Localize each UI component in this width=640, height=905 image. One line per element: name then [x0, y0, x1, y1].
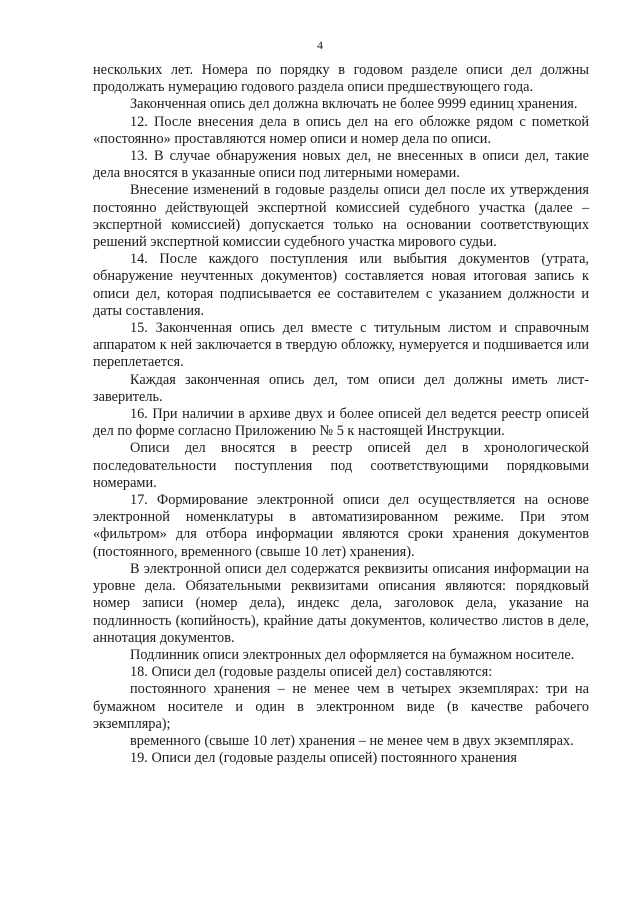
paragraph: В электронной описи дел содержатся реквизиты описания информации на уровне дела. Обязательными реквизитами описания являются: порядковый номер записи (номер дела), индекс дела, заголовок дела, указание на подлинность (копийность), крайние даты документов, количество листов в деле, аннотация документов.: [93, 560, 589, 646]
page-number: 4: [317, 38, 323, 52]
paragraph: Внесение изменений в годовые разделы описи дел после их утверждения постоянно действующей экспертной комиссией судебного участка (далее – экспертной комиссией) допускается только на основании соответствующих решений экспертной комиссии судебного участка мирового судьи.: [93, 182, 589, 251]
paragraph-item-18: 18. Описи дел (годовые разделы описей дел) составляются:: [130, 664, 493, 681]
paragraph-item-13: 13. В случае обнаружения новых дел, не внесенных в описи дел, такие дела вносятся в указанные описи под литерными номерами.: [93, 148, 589, 182]
paragraph-item-15: 15. Законченная опись дел вместе с титульным листом и справочным аппаратом к ней заключается в твердую обложку, нумеруется и подшивается или переплетается.: [93, 320, 589, 371]
paragraph: Каждая законченная опись дел, том описи дел должны иметь лист-заверитель.: [93, 371, 589, 405]
paragraph-continuation: нескольких лет. Номера по порядку в годовом разделе описи дел должны продолжать нумерацию годового раздела описи предшествующего года.: [93, 62, 589, 96]
paragraph-item-19: 19. Описи дел (годовые разделы описей) постоянного хранения: [130, 750, 518, 767]
paragraph: Подлинник описи электронных дел оформляется на бумажном носителе.: [130, 646, 575, 663]
paragraph: Описи дел вносятся в реестр описей дел в хронологической последовательности поступления под соответствующими порядковыми номерами.: [93, 440, 589, 491]
paragraph-item-16: 16. При наличии в архиве двух и более описей дел ведется реестр описей дел по форме согласно Приложению № 5 к настоящей Инструкции.: [93, 406, 589, 440]
paragraph: Законченная опись дел должна включать не более 9999 единиц хранения.: [130, 96, 578, 113]
paragraph-item-14: 14. После каждого поступления или выбытия документов (утрата, обнаружение неучтенных документов) составляется новая итоговая запись к описи дел, которая подписывается ее составителем с указанием должности и даты составления.: [93, 251, 589, 319]
paragraph: постоянного хранения – не менее чем в четырех экземплярах: три на бумажном носителе и один в электронном виде (в качестве рабочего экземпляра);: [93, 681, 589, 732]
document-body: [93, 62, 589, 767]
paragraph-item-12: 12. После внесения дела в опись дел на его обложке рядом с пометкой «постоянно» проставляются номер описи и номер дела по описи.: [93, 113, 589, 147]
paragraph-item-17: 17. Формирование электронной описи дел осуществляется на основе электронной номенклатуры в автоматизированном режиме. При этом «фильтром» для отбора информации являются сроки хранения документов (постоянного, временного (свыше 10 лет) хранения).: [93, 492, 589, 560]
paragraph: временного (свыше 10 лет) хранения – не менее чем в двух экземплярах.: [130, 732, 574, 749]
